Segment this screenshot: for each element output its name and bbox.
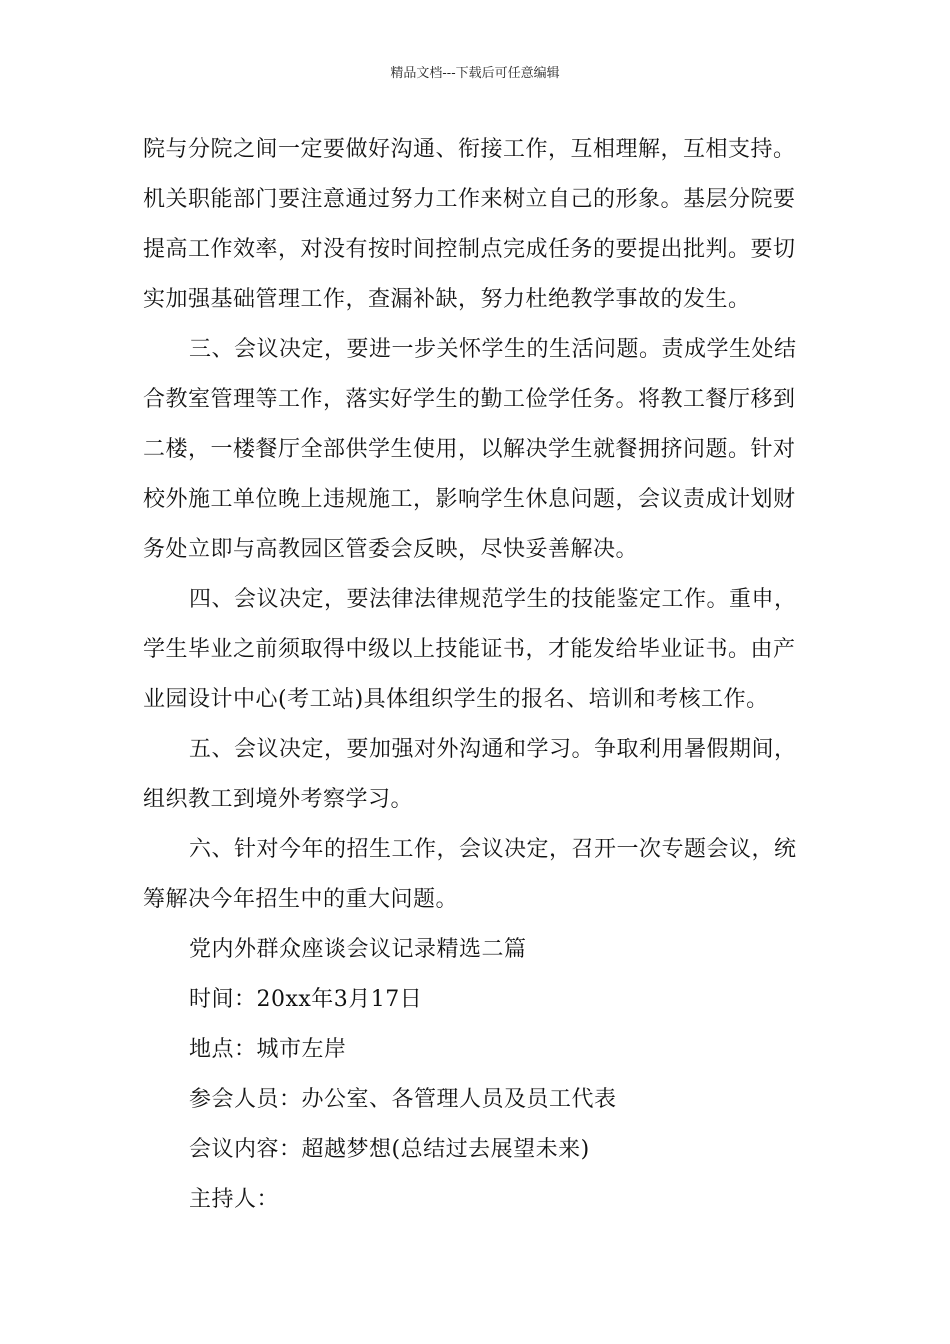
text-line: 三、会议决定，要进一步关怀学生的生活问题。责成学生处结 — [189, 337, 797, 362]
meeting-host: 主持人： — [189, 1187, 280, 1212]
text-line: 筹解决今年招生中的重大问题。 — [143, 887, 459, 912]
text-line: 机关职能部门要注意通过努力工作来树立自己的形象。基层分院要 — [143, 187, 796, 212]
meeting-time: 时间：20xx年3月17日 — [189, 987, 423, 1012]
text-line: 务处立即与高教园区管委会反映，尽快妥善解决。 — [143, 537, 639, 562]
meeting-place: 地点：城市左岸 — [189, 1037, 347, 1062]
paragraph-item-five — [143, 725, 811, 825]
paragraph-item-six — [143, 825, 811, 925]
meeting-record — [143, 925, 811, 1225]
text-line: 院与分院之间一定要做好沟通、衔接工作，互相理解，互相支持。 — [143, 137, 796, 162]
text-line: 四、会议决定，要法律法律规范学生的技能鉴定工作。重申， — [189, 587, 797, 612]
paragraph-item-four — [143, 575, 811, 725]
page-header: 精品文档---下载后可任意编辑 — [390, 66, 560, 81]
paragraph-item-three — [143, 325, 811, 575]
meeting-title: 党内外群众座谈会议记录精选二篇 — [189, 937, 527, 962]
text-line: 二楼，一楼餐厅全部供学生使用，以解决学生就餐拥挤问题。针对 — [143, 437, 796, 462]
paragraph-continuation — [143, 125, 811, 325]
document-body — [143, 125, 811, 1225]
text-line: 提高工作效率，对没有按时间控制点完成任务的要提出批判。要切 — [143, 237, 796, 262]
text-line: 校外施工单位晚上违规施工，影响学生休息问题，会议责成计划财 — [143, 487, 796, 512]
text-line: 实加强基础管理工作，查漏补缺，努力杜绝教学事故的发生。 — [143, 287, 751, 312]
text-line: 业园设计中心(考工站)具体组织学生的报名、培训和考核工作。 — [143, 687, 769, 712]
text-line: 五、会议决定，要加强对外沟通和学习。争取利用暑假期间， — [189, 737, 797, 762]
text-line: 合教室管理等工作，落实好学生的勤工俭学任务。将教工餐厅移到 — [143, 387, 796, 412]
text-line: 学生毕业之前须取得中级以上技能证书，才能发给毕业证书。由产 — [143, 637, 796, 662]
text-line: 组织教工到境外考察学习。 — [143, 787, 414, 812]
meeting-content: 会议内容：超越梦想(总结过去展望未来) — [189, 1137, 590, 1162]
meeting-attendees: 参会人员：办公室、各管理人员及员工代表 — [189, 1087, 617, 1112]
text-line: 六、针对今年的招生工作，会议决定，召开一次专题会议，统 — [189, 837, 797, 862]
